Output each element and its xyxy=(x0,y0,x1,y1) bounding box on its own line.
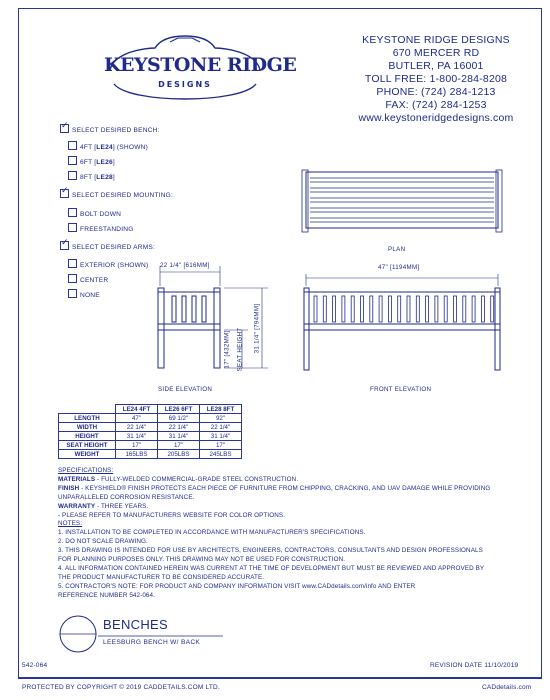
mounting-heading-checkbox[interactable] xyxy=(60,189,69,198)
specifications-notes-block xyxy=(58,467,498,601)
row-header: WEIGHT xyxy=(59,450,116,459)
footer-divider xyxy=(18,678,542,679)
table-cell: 31 1/4" xyxy=(158,432,200,441)
checkbox[interactable] xyxy=(68,223,77,232)
option-label: BOLT DOWN xyxy=(80,211,122,218)
arms-heading xyxy=(60,241,155,251)
company-tollfree: TOLL FREE: 1-800-284-8208 xyxy=(364,73,508,85)
front-picket xyxy=(444,296,447,322)
table-cell: 245LBS xyxy=(200,450,242,459)
table-cell: 92" xyxy=(200,414,242,423)
table-header-row xyxy=(59,405,242,414)
row-header: WIDTH xyxy=(59,423,116,432)
copyright-notice: PROTECTED BY COPYRIGHT © 2019 CADDETAILS.COM LTD. xyxy=(22,684,220,691)
spec-finish-label: FINISH xyxy=(58,484,80,492)
front-picket xyxy=(416,296,419,322)
checkbox[interactable] xyxy=(68,141,77,150)
front-picket xyxy=(342,296,345,322)
table-cell: 17" xyxy=(200,441,242,450)
row-header: LENGTH xyxy=(59,414,116,423)
note-line: FOR PLANNING PURPOSES ONLY. THIS DRAWING MAY NOT BE USED FOR CONSTRUCTION. xyxy=(58,556,346,564)
table-cell: 31 1/4" xyxy=(116,432,158,441)
company-phone: PHONE: (724) 284-1213 xyxy=(376,86,496,98)
option-arms-center[interactable] xyxy=(68,274,108,284)
table-cell: 165LBS xyxy=(116,450,158,459)
front-picket xyxy=(463,296,466,322)
front-picket xyxy=(388,296,391,322)
option-label: 4FT [ xyxy=(80,144,97,151)
bench-heading xyxy=(60,124,160,134)
drawing-subtitle: LEESBURG BENCH W/ BACK xyxy=(103,639,201,646)
checkbox[interactable] xyxy=(68,208,77,217)
front-picket xyxy=(398,296,401,322)
drawing-title: BENCHES xyxy=(103,617,168,632)
spec-finish-text: - KEYSHIELD® FINISH PROTECTS EACH PIECE OF FURNITURE FROM CHIPPING, CRACKING, AND UAV DAMAGE WHILE PROVIDING xyxy=(79,484,491,492)
company-address-line2: BUTLER, PA 16001 xyxy=(388,60,484,72)
seat-height-label: SEAT HEIGHT xyxy=(236,327,244,372)
front-picket xyxy=(491,296,494,322)
company-address-line1: 670 MERCER RD xyxy=(392,47,480,59)
table-header-cell: LE26 6FT xyxy=(158,405,200,414)
table-header-cell: LE28 8FT xyxy=(200,405,242,414)
overall-height-dimension: 31 1/4" [794MM] xyxy=(253,303,261,354)
spec-finish xyxy=(58,485,498,494)
table-cell: 69 1/2" xyxy=(158,414,200,423)
front-picket xyxy=(379,296,382,322)
front-picket xyxy=(314,296,317,322)
spec-materials xyxy=(58,476,498,485)
mounting-heading xyxy=(60,189,173,199)
spec-finish-cont: UNPARALLELED CORROSION RESISTANCE. xyxy=(58,493,195,501)
option-arms-exterior[interactable] xyxy=(68,259,148,269)
caddetails-brand[interactable]: CADdetails.com xyxy=(482,684,532,691)
table-cell: 205LBS xyxy=(158,450,200,459)
table-cell: 22 1/4" xyxy=(116,423,158,432)
table-header-cell: LE24 4FT xyxy=(116,405,158,414)
bench-heading-label: SELECT DESIRED BENCH: xyxy=(72,127,160,134)
table-cell: 31 1/4" xyxy=(200,432,242,441)
front-picket xyxy=(426,296,429,322)
row-header: SEAT HEIGHT xyxy=(59,441,116,450)
company-contact-block xyxy=(336,34,536,125)
checkbox[interactable] xyxy=(68,259,77,268)
front-picket xyxy=(407,296,410,322)
table-cell: 17" xyxy=(116,441,158,450)
option-suffix: ] (SHOWN) xyxy=(112,144,148,151)
table-row xyxy=(59,432,242,441)
plan-label: PLAN xyxy=(388,246,406,253)
table-row xyxy=(59,450,242,459)
mounting-heading-label: SELECT DESIRED MOUNTING: xyxy=(72,192,174,199)
table-row xyxy=(59,441,242,450)
reference-number: 542-064 xyxy=(22,662,48,669)
table-cell: 47" xyxy=(116,414,158,423)
spec-materials-label: MATERIALS xyxy=(58,475,96,483)
table-row xyxy=(59,423,242,432)
bench-heading-checkbox[interactable] xyxy=(60,124,69,133)
option-bench-8ft[interactable] xyxy=(68,171,115,181)
option-label: EXTERIOR (SHOWN) xyxy=(80,262,149,269)
note-line: 1. INSTALLATION TO BE COMPLETED IN ACCORDANCE WITH MANUFACTURER'S SPECIFICATIONS. xyxy=(58,529,366,537)
plan-view-drawing xyxy=(300,166,506,238)
spec-warranty-text: - THREE YEARS. xyxy=(95,502,149,510)
front-picket xyxy=(351,296,354,322)
option-code: LE26 xyxy=(96,159,113,166)
option-code: LE28 xyxy=(96,174,113,181)
option-suffix: ] xyxy=(112,159,115,166)
option-bench-6ft[interactable] xyxy=(68,156,115,166)
front-elevation-label: FRONT ELEVATION xyxy=(370,386,432,393)
option-arms-none[interactable] xyxy=(68,289,100,299)
spec-color: - PLEASE REFER TO MANUFACTURERS WEBSITE FOR COLOR OPTIONS. xyxy=(58,511,286,519)
front-picket xyxy=(361,296,364,322)
company-fax: FAX: (724) 284-1253 xyxy=(385,99,487,111)
checkbox[interactable] xyxy=(68,156,77,165)
option-label: CENTER xyxy=(80,277,109,284)
side-elevation-drawing xyxy=(150,258,280,380)
notes-heading: NOTES: xyxy=(58,520,83,528)
row-header: HEIGHT xyxy=(59,432,116,441)
option-suffix: ] xyxy=(112,174,115,181)
logo-text-main: KEYSTONE RIDGE xyxy=(104,54,297,76)
logo-text-sub: DESIGNS xyxy=(158,80,212,89)
table-cell: 17" xyxy=(158,441,200,450)
table-cell: 22 1/4" xyxy=(158,423,200,432)
specifications-heading: SPECIFICATIONS: xyxy=(58,467,114,474)
front-elevation-drawing xyxy=(300,268,506,380)
front-width-dimension: 47" [1194MM] xyxy=(378,264,420,271)
note-line: 5. CONTRACTOR'S NOTE: FOR PRODUCT AND COMPANY INFORMATION VISIT www.CADdetails.com/info AND ENTER xyxy=(58,582,416,590)
option-code: LE24 xyxy=(96,144,113,151)
note-line: REFERENCE NUMBER 542-064. xyxy=(58,591,155,599)
front-picket xyxy=(454,296,457,322)
company-name: KEYSTONE RIDGE DESIGNS xyxy=(362,34,510,46)
company-website[interactable]: www.keystoneridgedesigns.com xyxy=(358,112,514,124)
checkbox[interactable] xyxy=(68,171,77,180)
note-line: 4. ALL INFORMATION CONTAINED HEREIN WAS CURRENT AT THE TIME OF DEVELOPMENT BUT MUST BE REVIEWED AND APPROVED BY xyxy=(58,564,485,572)
front-picket xyxy=(370,296,373,322)
arms-heading-label: SELECT DESIRED ARMS: xyxy=(72,244,156,251)
table-row xyxy=(59,414,242,423)
table-header-cell xyxy=(59,405,116,414)
table-cell: 22 1/4" xyxy=(200,423,242,432)
side-elevation-label: SIDE ELEVATION xyxy=(158,386,213,393)
note-line: 2. DO NOT SCALE DRAWING. xyxy=(58,538,148,546)
spec-warranty xyxy=(58,503,498,512)
front-picket xyxy=(481,296,484,322)
front-picket xyxy=(472,296,475,322)
spec-table xyxy=(58,404,242,459)
option-bolt-down[interactable] xyxy=(68,208,121,218)
option-label: 6FT [ xyxy=(80,159,97,166)
note-line: THE PRODUCT MANUFACTURER TO BE CONSIDERED ACCURATE. xyxy=(58,573,265,581)
arms-heading-checkbox[interactable] xyxy=(60,241,69,250)
front-picket xyxy=(435,296,438,322)
revision-date: REVISION DATE 11/10/2019 xyxy=(430,662,519,669)
front-picket xyxy=(333,296,336,322)
front-picket xyxy=(323,296,326,322)
option-bench-4ft[interactable] xyxy=(68,141,148,151)
checkbox[interactable] xyxy=(68,289,77,298)
option-label: 8FT [ xyxy=(80,174,97,181)
option-freestanding[interactable] xyxy=(68,223,134,233)
spec-materials-text: - FULLY-WELDED COMMERCIAL-GRADE STEEL CONSTRUCTION. xyxy=(95,475,299,483)
spec-warranty-label: WARRANTY xyxy=(58,502,96,510)
seat-height-dimension: 17" [432MM] xyxy=(223,330,231,369)
option-label: NONE xyxy=(80,292,100,299)
option-label: FREESTANDING xyxy=(80,226,134,233)
note-line: 3. THIS DRAWING IS INTENDED FOR USE BY ARCHITECTS, ENGINEERS, CONTRACTORS, CONSULTANTS AND DESIGN PROFESSIONALS xyxy=(58,547,483,555)
side-width-dimension: 22 1/4" [616MM] xyxy=(160,262,210,269)
checkbox[interactable] xyxy=(68,274,77,283)
